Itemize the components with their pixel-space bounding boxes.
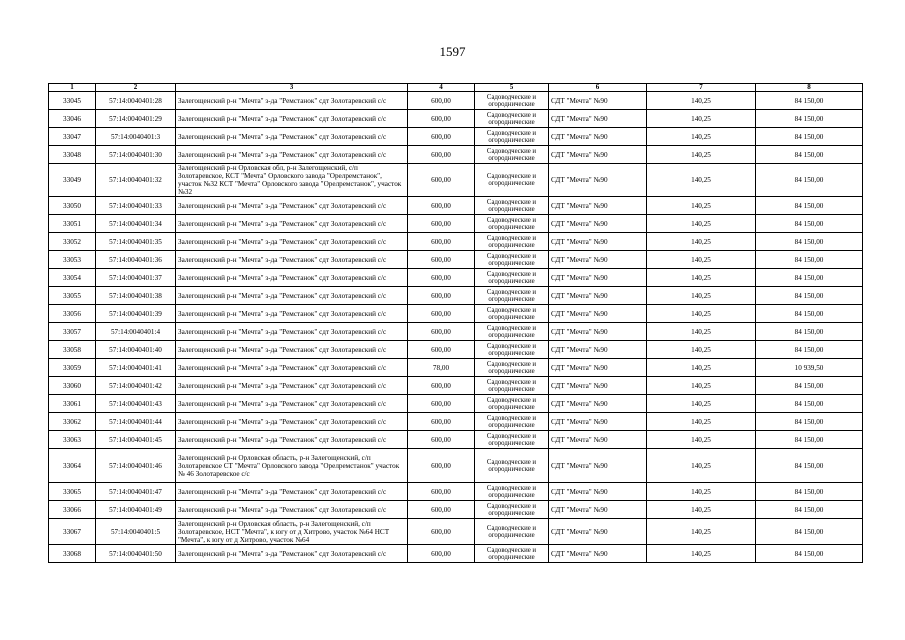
cadastral-cost-cell: 84 150,00 xyxy=(756,164,863,197)
cadastral-number-cell: 57:14:0040401:32 xyxy=(96,164,176,197)
address-cell: Залегощенский р-н "Мечта" з-да "Ремстанок" сдт Золотаревский с/с xyxy=(176,545,408,563)
address-cell: Залегощенский р-н Орловская обл, р-н Залегощенский, с/п Золотаревское, КСТ "Мечта" Орловского завода "Орелремстанок", участок №32 КСТ "Мечта" Орловского завода "Орелремстанок", участок №32 xyxy=(176,164,408,197)
cadastral-cost-cell: 84 150,00 xyxy=(756,377,863,395)
cadastral-number-cell: 57:14:0040401:37 xyxy=(96,269,176,287)
row-number-cell: 33053 xyxy=(49,251,96,269)
cadastral-cost-cell: 84 150,00 xyxy=(756,519,863,545)
area-value-cell: 600,00 xyxy=(408,197,475,215)
cadastral-cost-cell: 84 150,00 xyxy=(756,233,863,251)
address-cell: Залегощенский р-н "Мечта" з-да "Ремстанок" сдт Золотаревский с/с xyxy=(176,323,408,341)
cadastral-number-cell: 57:14:0040401:50 xyxy=(96,545,176,563)
unit-price-cell: 140,25 xyxy=(647,128,756,146)
area-value-cell: 600,00 xyxy=(408,341,475,359)
address-cell: Залегощенский р-н "Мечта" з-да "Ремстанок" сдт Золотаревский с/с xyxy=(176,395,408,413)
row-number-cell: 33067 xyxy=(49,519,96,545)
unit-price-cell: 140,25 xyxy=(647,395,756,413)
table-row xyxy=(49,519,863,545)
address-cell: Залегощенский р-н Орловская область, р-н Залегощенский, с/п Золотаревское, НСТ "Мечта", к югу от д Хитрово, участок №64 НСТ "Мечта", к югу от д Хитрово, участок №64 xyxy=(176,519,408,545)
address-cell: Залегощенский р-н "Мечта" з-да "Ремстанок" сдт Золотаревский с/с xyxy=(176,233,408,251)
table-row xyxy=(49,164,863,197)
column-number-row xyxy=(49,84,863,92)
area-value-cell: 600,00 xyxy=(408,413,475,431)
table-row xyxy=(49,483,863,501)
permitted-use-cell: Садоводческие и огороднические xyxy=(475,287,549,305)
organization-cell: СДТ "Мечта" №90 xyxy=(549,128,647,146)
unit-price-cell: 140,25 xyxy=(647,341,756,359)
table-row xyxy=(49,413,863,431)
row-number-cell: 33046 xyxy=(49,110,96,128)
cadastral-number-cell: 57:14:0040401:47 xyxy=(96,483,176,501)
unit-price-cell: 140,25 xyxy=(647,501,756,519)
organization-cell: СДТ "Мечта" №90 xyxy=(549,449,647,483)
row-number-cell: 33065 xyxy=(49,483,96,501)
permitted-use-cell: Садоводческие и огороднические xyxy=(475,359,549,377)
unit-price-cell: 140,25 xyxy=(647,413,756,431)
area-value-cell: 78,00 xyxy=(408,359,475,377)
page-number: 1597 xyxy=(439,44,466,59)
unit-price-cell: 140,25 xyxy=(647,146,756,164)
cadastral-number-cell: 57:14:0040401:34 xyxy=(96,215,176,233)
organization-cell: СДТ "Мечта" №90 xyxy=(549,501,647,519)
address-cell: Залегощенский р-н "Мечта" з-да "Ремстанок" сдт Золотаревский с/с xyxy=(176,501,408,519)
land-plot-register-table xyxy=(48,83,863,563)
cadastral-number-cell: 57:14:0040401:28 xyxy=(96,92,176,110)
cadastral-number-cell: 57:14:0040401:44 xyxy=(96,413,176,431)
cadastral-cost-cell: 84 150,00 xyxy=(756,197,863,215)
row-number-cell: 33068 xyxy=(49,545,96,563)
row-number-cell: 33045 xyxy=(49,92,96,110)
organization-cell: СДТ "Мечта" №90 xyxy=(549,359,647,377)
area-value-cell: 600,00 xyxy=(408,92,475,110)
table-row xyxy=(49,233,863,251)
cadastral-number-cell: 57:14:0040401:30 xyxy=(96,146,176,164)
column-header: 1 xyxy=(49,84,96,92)
unit-price-cell: 140,25 xyxy=(647,215,756,233)
cadastral-number-cell: 57:14:0040401:5 xyxy=(96,519,176,545)
cadastral-cost-cell: 84 150,00 xyxy=(756,395,863,413)
cadastral-cost-cell: 84 150,00 xyxy=(756,128,863,146)
cadastral-cost-cell: 84 150,00 xyxy=(756,323,863,341)
area-value-cell: 600,00 xyxy=(408,483,475,501)
unit-price-cell: 140,25 xyxy=(647,519,756,545)
address-cell: Залегощенский р-н "Мечта" з-да "Ремстанок" сдт Золотаревский с/с xyxy=(176,305,408,323)
permitted-use-cell: Садоводческие и огороднические xyxy=(475,377,549,395)
cadastral-cost-cell: 84 150,00 xyxy=(756,287,863,305)
organization-cell: СДТ "Мечта" №90 xyxy=(549,197,647,215)
permitted-use-cell: Садоводческие и огороднические xyxy=(475,110,549,128)
address-cell: Залегощенский р-н "Мечта" з-да "Ремстанок" сдт Золотаревский с/с xyxy=(176,359,408,377)
unit-price-cell: 140,25 xyxy=(647,545,756,563)
cadastral-number-cell: 57:14:0040401:36 xyxy=(96,251,176,269)
row-number-cell: 33049 xyxy=(49,164,96,197)
permitted-use-cell: Садоводческие и огороднические xyxy=(475,305,549,323)
permitted-use-cell: Садоводческие и огороднические xyxy=(475,431,549,449)
area-value-cell: 600,00 xyxy=(408,305,475,323)
cadastral-cost-cell: 84 150,00 xyxy=(756,413,863,431)
cadastral-cost-cell: 10 939,50 xyxy=(756,359,863,377)
address-cell: Залегощенский р-н "Мечта" з-да "Ремстанок" сдт Золотаревский с/с xyxy=(176,413,408,431)
row-number-cell: 33059 xyxy=(49,359,96,377)
table-row xyxy=(49,92,863,110)
table-row xyxy=(49,146,863,164)
organization-cell: СДТ "Мечта" №90 xyxy=(549,323,647,341)
address-cell: Залегощенский р-н "Мечта" з-да "Ремстанок" сдт Золотаревский с/с xyxy=(176,377,408,395)
area-value-cell: 600,00 xyxy=(408,545,475,563)
permitted-use-cell: Садоводческие и огороднические xyxy=(475,413,549,431)
row-number-cell: 33048 xyxy=(49,146,96,164)
organization-cell: СДТ "Мечта" №90 xyxy=(549,92,647,110)
cadastral-cost-cell: 84 150,00 xyxy=(756,251,863,269)
permitted-use-cell: Садоводческие и огороднические xyxy=(475,251,549,269)
column-header: 5 xyxy=(475,84,549,92)
table-row xyxy=(49,501,863,519)
unit-price-cell: 140,25 xyxy=(647,305,756,323)
table-row xyxy=(49,431,863,449)
area-value-cell: 600,00 xyxy=(408,431,475,449)
row-number-cell: 33050 xyxy=(49,197,96,215)
unit-price-cell: 140,25 xyxy=(647,233,756,251)
unit-price-cell: 140,25 xyxy=(647,251,756,269)
cadastral-number-cell: 57:14:0040401:39 xyxy=(96,305,176,323)
organization-cell: СДТ "Мечта" №90 xyxy=(549,545,647,563)
unit-price-cell: 140,25 xyxy=(647,287,756,305)
table-body xyxy=(49,92,863,563)
area-value-cell: 600,00 xyxy=(408,323,475,341)
unit-price-cell: 140,25 xyxy=(647,323,756,341)
permitted-use-cell: Садоводческие и огороднические xyxy=(475,501,549,519)
permitted-use-cell: Садоводческие и огороднические xyxy=(475,197,549,215)
unit-price-cell: 140,25 xyxy=(647,483,756,501)
row-number-cell: 33062 xyxy=(49,413,96,431)
organization-cell: СДТ "Мечта" №90 xyxy=(549,305,647,323)
area-value-cell: 600,00 xyxy=(408,269,475,287)
area-value-cell: 600,00 xyxy=(408,128,475,146)
cadastral-number-cell: 57:14:0040401:40 xyxy=(96,341,176,359)
area-value-cell: 600,00 xyxy=(408,110,475,128)
cadastral-number-cell: 57:14:0040401:46 xyxy=(96,449,176,483)
column-header: 6 xyxy=(549,84,647,92)
permitted-use-cell: Садоводческие и огороднические xyxy=(475,395,549,413)
organization-cell: СДТ "Мечта" №90 xyxy=(549,164,647,197)
permitted-use-cell: Садоводческие и огороднические xyxy=(475,483,549,501)
area-value-cell: 600,00 xyxy=(408,146,475,164)
address-cell: Залегощенский р-н "Мечта" з-да "Ремстанок" сдт Золотаревский с/с xyxy=(176,128,408,146)
unit-price-cell: 140,25 xyxy=(647,269,756,287)
address-cell: Залегощенский р-н "Мечта" з-да "Ремстанок" сдт Золотаревский с/с xyxy=(176,483,408,501)
organization-cell: СДТ "Мечта" №90 xyxy=(549,251,647,269)
permitted-use-cell: Садоводческие и огороднические xyxy=(475,164,549,197)
row-number-cell: 33066 xyxy=(49,501,96,519)
table-row xyxy=(49,323,863,341)
permitted-use-cell: Садоводческие и огороднические xyxy=(475,323,549,341)
permitted-use-cell: Садоводческие и огороднические xyxy=(475,449,549,483)
unit-price-cell: 140,25 xyxy=(647,431,756,449)
organization-cell: СДТ "Мечта" №90 xyxy=(549,395,647,413)
address-cell: Залегощенский р-н "Мечта" з-да "Ремстанок" сдт Золотаревский с/с xyxy=(176,341,408,359)
address-cell: Залегощенский р-н "Мечта" з-да "Ремстанок" сдт Золотаревский с/с xyxy=(176,287,408,305)
cadastral-cost-cell: 84 150,00 xyxy=(756,431,863,449)
row-number-cell: 33054 xyxy=(49,269,96,287)
address-cell: Залегощенский р-н "Мечта" з-да "Ремстанок" сдт Золотаревский с/с xyxy=(176,251,408,269)
unit-price-cell: 140,25 xyxy=(647,92,756,110)
address-cell: Залегощенский р-н "Мечта" з-да "Ремстанок" сдт Золотаревский с/с xyxy=(176,92,408,110)
area-value-cell: 600,00 xyxy=(408,519,475,545)
organization-cell: СДТ "Мечта" №90 xyxy=(549,269,647,287)
table-row xyxy=(49,377,863,395)
cadastral-cost-cell: 84 150,00 xyxy=(756,215,863,233)
row-number-cell: 33047 xyxy=(49,128,96,146)
cadastral-cost-cell: 84 150,00 xyxy=(756,501,863,519)
unit-price-cell: 140,25 xyxy=(647,197,756,215)
table-row xyxy=(49,395,863,413)
cadastral-number-cell: 57:14:0040401:49 xyxy=(96,501,176,519)
cadastral-number-cell: 57:14:0040401:43 xyxy=(96,395,176,413)
row-number-cell: 33060 xyxy=(49,377,96,395)
cadastral-number-cell: 57:14:0040401:45 xyxy=(96,431,176,449)
cadastral-number-cell: 57:14:0040401:33 xyxy=(96,197,176,215)
cadastral-number-cell: 57:14:0040401:3 xyxy=(96,128,176,146)
address-cell: Залегощенский р-н "Мечта" з-да "Ремстанок" сдт Золотаревский с/с xyxy=(176,215,408,233)
row-number-cell: 33064 xyxy=(49,449,96,483)
permitted-use-cell: Садоводческие и огороднические xyxy=(475,128,549,146)
cadastral-cost-cell: 84 150,00 xyxy=(756,545,863,563)
column-header: 4 xyxy=(408,84,475,92)
area-value-cell: 600,00 xyxy=(408,287,475,305)
organization-cell: СДТ "Мечта" №90 xyxy=(549,377,647,395)
area-value-cell: 600,00 xyxy=(408,449,475,483)
table-row xyxy=(49,110,863,128)
cadastral-cost-cell: 84 150,00 xyxy=(756,269,863,287)
organization-cell: СДТ "Мечта" №90 xyxy=(549,233,647,251)
permitted-use-cell: Садоводческие и огороднические xyxy=(475,519,549,545)
table-row xyxy=(49,287,863,305)
permitted-use-cell: Садоводческие и огороднические xyxy=(475,146,549,164)
area-value-cell: 600,00 xyxy=(408,395,475,413)
permitted-use-cell: Садоводческие и огороднические xyxy=(475,545,549,563)
cadastral-number-cell: 57:14:0040401:29 xyxy=(96,110,176,128)
table-row xyxy=(49,359,863,377)
cadastral-cost-cell: 84 150,00 xyxy=(756,146,863,164)
unit-price-cell: 140,25 xyxy=(647,449,756,483)
row-number-cell: 33051 xyxy=(49,215,96,233)
cadastral-cost-cell: 84 150,00 xyxy=(756,483,863,501)
unit-price-cell: 140,25 xyxy=(647,110,756,128)
organization-cell: СДТ "Мечта" №90 xyxy=(549,287,647,305)
cadastral-cost-cell: 84 150,00 xyxy=(756,92,863,110)
permitted-use-cell: Садоводческие и огороднические xyxy=(475,341,549,359)
cadastral-cost-cell: 84 150,00 xyxy=(756,449,863,483)
organization-cell: СДТ "Мечта" №90 xyxy=(549,483,647,501)
area-value-cell: 600,00 xyxy=(408,215,475,233)
row-number-cell: 33056 xyxy=(49,305,96,323)
column-header: 8 xyxy=(756,84,863,92)
area-value-cell: 600,00 xyxy=(408,501,475,519)
row-number-cell: 33052 xyxy=(49,233,96,251)
unit-price-cell: 140,25 xyxy=(647,377,756,395)
address-cell: Залегощенский р-н "Мечта" з-да "Ремстанок" сдт Золотаревский с/с xyxy=(176,269,408,287)
table-row xyxy=(49,251,863,269)
area-value-cell: 600,00 xyxy=(408,164,475,197)
area-value-cell: 600,00 xyxy=(408,251,475,269)
organization-cell: СДТ "Мечта" №90 xyxy=(549,431,647,449)
organization-cell: СДТ "Мечта" №90 xyxy=(549,110,647,128)
organization-cell: СДТ "Мечта" №90 xyxy=(549,341,647,359)
organization-cell: СДТ "Мечта" №90 xyxy=(549,519,647,545)
table-row xyxy=(49,215,863,233)
address-cell: Залегощенский р-н "Мечта" з-да "Ремстанок" сдт Золотаревский с/с xyxy=(176,146,408,164)
row-number-cell: 33063 xyxy=(49,431,96,449)
address-cell: Залегощенский р-н "Мечта" з-да "Ремстанок" сдт Золотаревский с/с xyxy=(176,431,408,449)
address-cell: Залегощенский р-н "Мечта" з-да "Ремстанок" сдт Золотаревский с/с xyxy=(176,110,408,128)
organization-cell: СДТ "Мечта" №90 xyxy=(549,413,647,431)
table-row xyxy=(49,269,863,287)
organization-cell: СДТ "Мечта" №90 xyxy=(549,215,647,233)
table-row xyxy=(49,305,863,323)
column-header: 7 xyxy=(647,84,756,92)
table-row xyxy=(49,128,863,146)
cadastral-cost-cell: 84 150,00 xyxy=(756,305,863,323)
unit-price-cell: 140,25 xyxy=(647,359,756,377)
organization-cell: СДТ "Мечта" №90 xyxy=(549,146,647,164)
row-number-cell: 33061 xyxy=(49,395,96,413)
cadastral-cost-cell: 84 150,00 xyxy=(756,110,863,128)
cadastral-number-cell: 57:14:0040401:38 xyxy=(96,287,176,305)
row-number-cell: 33058 xyxy=(49,341,96,359)
area-value-cell: 600,00 xyxy=(408,377,475,395)
permitted-use-cell: Садоводческие и огороднические xyxy=(475,92,549,110)
unit-price-cell: 140,25 xyxy=(647,164,756,197)
column-header: 3 xyxy=(176,84,408,92)
cadastral-number-cell: 57:14:0040401:41 xyxy=(96,359,176,377)
permitted-use-cell: Садоводческие и огороднические xyxy=(475,215,549,233)
cadastral-cost-cell: 84 150,00 xyxy=(756,341,863,359)
table-row xyxy=(49,545,863,563)
cadastral-number-cell: 57:14:0040401:35 xyxy=(96,233,176,251)
permitted-use-cell: Садоводческие и огороднические xyxy=(475,233,549,251)
area-value-cell: 600,00 xyxy=(408,233,475,251)
permitted-use-cell: Садоводческие и огороднические xyxy=(475,269,549,287)
cadastral-number-cell: 57:14:0040401:4 xyxy=(96,323,176,341)
column-header: 2 xyxy=(96,84,176,92)
address-cell: Залегощенский р-н "Мечта" з-да "Ремстанок" сдт Золотаревский с/с xyxy=(176,197,408,215)
cadastral-number-cell: 57:14:0040401:42 xyxy=(96,377,176,395)
table-row xyxy=(49,197,863,215)
table-row xyxy=(49,449,863,483)
row-number-cell: 33057 xyxy=(49,323,96,341)
table-row xyxy=(49,341,863,359)
row-number-cell: 33055 xyxy=(49,287,96,305)
address-cell: Залегощенский р-н Орловская область, р-н Залегощенский, с/п Золотаревское СТ "Мечта" Орловского завода "Орелремстанок" участок № 46 Золотаревское с/с xyxy=(176,449,408,483)
